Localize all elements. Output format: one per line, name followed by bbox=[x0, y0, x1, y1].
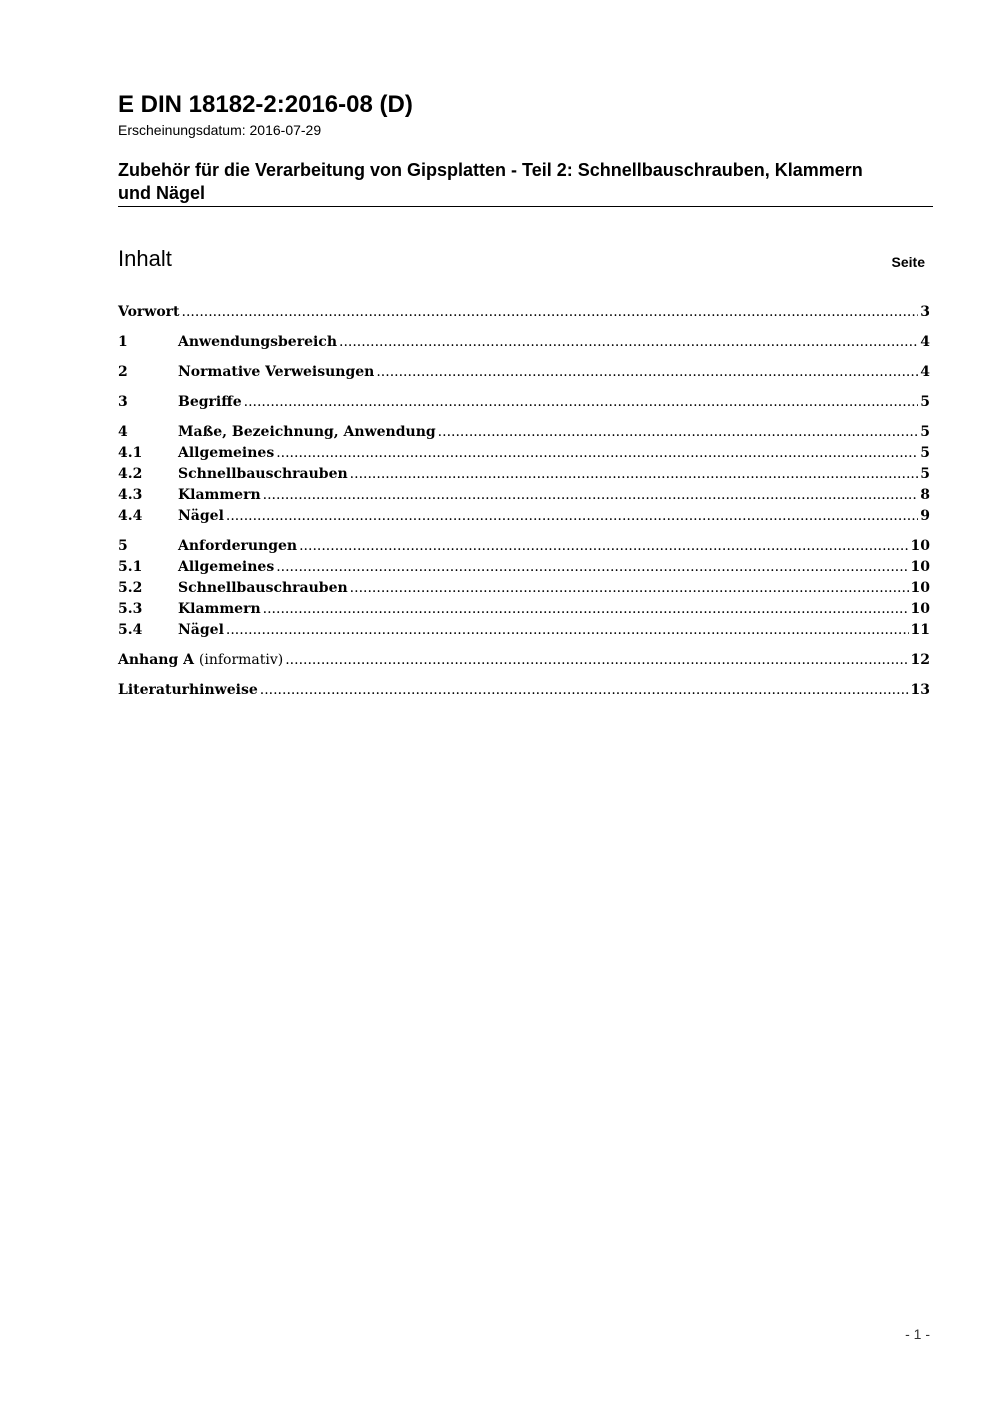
toc-entry[interactable] bbox=[118, 362, 930, 383]
toc-entry-label: Anwendungsbereich bbox=[178, 334, 337, 350]
toc-entry-number: 1 bbox=[118, 334, 128, 350]
toc-entry[interactable] bbox=[118, 422, 930, 443]
toc-entry-number: 4.3 bbox=[118, 487, 143, 503]
document-subtitle: Zubehör für die Verarbeitung von Gipsplatten - Teil 2: Schnellbauschrauben, Klammern und Nägel bbox=[118, 160, 863, 203]
toc-entry[interactable] bbox=[118, 599, 930, 620]
toc-entry-page: 12 bbox=[910, 652, 930, 668]
toc-entry[interactable] bbox=[118, 392, 930, 413]
toc-entry-label bbox=[118, 650, 283, 671]
toc-entry-number: 2 bbox=[118, 364, 128, 380]
toc-entry-label: Klammern bbox=[178, 487, 261, 503]
toc-entry-page: 10 bbox=[910, 601, 930, 617]
toc-entry[interactable] bbox=[118, 302, 930, 323]
toc-entry-number: 4.2 bbox=[118, 466, 143, 482]
toc-leader-dots bbox=[350, 578, 909, 599]
title-divider bbox=[118, 206, 933, 207]
toc-entry-number: 4.4 bbox=[118, 508, 143, 524]
toc-entry-number: 4.1 bbox=[118, 445, 143, 461]
toc-leader-dots bbox=[263, 599, 909, 620]
toc-entry-number: 5 bbox=[118, 538, 128, 554]
toc-entry[interactable] bbox=[118, 557, 930, 578]
toc-entry-label: Vorwort bbox=[118, 304, 180, 320]
toc-entry[interactable] bbox=[118, 464, 930, 485]
toc-entry-page: 5 bbox=[920, 466, 930, 482]
toc-entry-page: 10 bbox=[910, 538, 930, 554]
toc-leader-dots bbox=[260, 680, 909, 701]
toc-entry-page: 4 bbox=[920, 334, 930, 350]
document-title: E DIN 18182-2:2016-08 (D) bbox=[118, 91, 413, 118]
toc-entry-page: 4 bbox=[920, 364, 930, 380]
toc-leader-dots bbox=[285, 650, 908, 671]
toc-leader-dots bbox=[438, 422, 919, 443]
toc-entry-label: Schnellbauschrauben bbox=[178, 466, 348, 482]
toc-entry-number: 3 bbox=[118, 394, 128, 410]
toc-leader-dots bbox=[226, 620, 909, 641]
toc-leader-dots bbox=[226, 506, 918, 527]
toc-entry[interactable] bbox=[118, 443, 930, 464]
toc-entry-page: 10 bbox=[910, 580, 930, 596]
toc-leader-dots bbox=[299, 536, 908, 557]
toc-leader-dots bbox=[276, 443, 918, 464]
toc-leader-dots bbox=[350, 464, 919, 485]
toc-entry-number: 5.1 bbox=[118, 559, 143, 575]
toc-entry-label: Allgemeines bbox=[178, 445, 275, 461]
toc-entry-page: 10 bbox=[910, 559, 930, 575]
publication-date: Erscheinungsdatum: 2016-07-29 bbox=[118, 122, 322, 138]
toc-entry-label: Nägel bbox=[178, 508, 224, 524]
toc-entry-page: 5 bbox=[920, 424, 930, 440]
toc-entry[interactable] bbox=[118, 506, 930, 527]
toc-leader-dots bbox=[263, 485, 919, 506]
toc-entry-number: 5.2 bbox=[118, 580, 143, 596]
toc-entry-page: 8 bbox=[920, 487, 930, 503]
toc-entry[interactable] bbox=[118, 332, 930, 353]
toc-entry[interactable] bbox=[118, 620, 930, 641]
toc-entry-label: Klammern bbox=[178, 601, 261, 617]
toc-leader-dots bbox=[244, 392, 919, 413]
toc-entry[interactable] bbox=[118, 485, 930, 506]
toc-entry[interactable] bbox=[118, 578, 930, 599]
toc-entry-label: Begriffe bbox=[178, 394, 242, 410]
page-number: - 1 - bbox=[905, 1326, 930, 1342]
toc-entry-label: Allgemeines bbox=[178, 559, 275, 575]
toc-entry-page: 13 bbox=[910, 682, 930, 698]
toc-entry-label: Normative Verweisungen bbox=[178, 364, 375, 380]
toc-entry-page: 9 bbox=[920, 508, 930, 524]
toc-entry[interactable] bbox=[118, 536, 930, 557]
toc-entry[interactable] bbox=[118, 680, 930, 701]
toc-entry-label: Literaturhinweise bbox=[118, 682, 258, 698]
toc-entry-page: 5 bbox=[920, 445, 930, 461]
toc-entry-number: 5.3 bbox=[118, 601, 143, 617]
toc-entry-number: 5.4 bbox=[118, 622, 143, 638]
toc-entry-label: Maße, Bezeichnung, Anwendung bbox=[178, 424, 436, 440]
toc-entry-label: Anforderungen bbox=[178, 538, 298, 554]
toc-entry-number: 4 bbox=[118, 424, 128, 440]
toc-leader-dots bbox=[376, 362, 918, 383]
toc-entry-page: 5 bbox=[920, 394, 930, 410]
toc-entry[interactable] bbox=[118, 650, 930, 671]
toc-entry-label-suffix: (informativ) bbox=[198, 652, 284, 668]
toc-heading: Inhalt bbox=[118, 246, 172, 271]
toc-page-column-label: Seite bbox=[891, 254, 925, 270]
toc-entry-label: Schnellbauschrauben bbox=[178, 580, 348, 596]
toc-entry-page: 11 bbox=[910, 622, 930, 638]
toc-leader-dots bbox=[182, 302, 919, 323]
table-of-contents bbox=[118, 302, 930, 701]
toc-entry-label: Nägel bbox=[178, 622, 224, 638]
toc-entry-page: 3 bbox=[920, 304, 930, 320]
toc-entry-label-main: Anhang A bbox=[118, 652, 194, 668]
toc-leader-dots bbox=[276, 557, 908, 578]
toc-leader-dots bbox=[339, 332, 918, 353]
